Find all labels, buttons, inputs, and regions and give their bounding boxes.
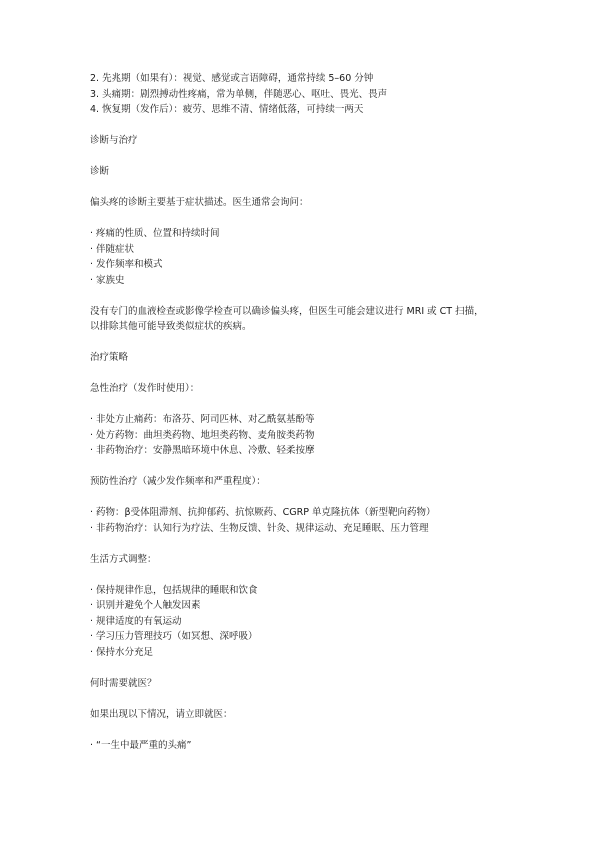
treatment-heading: 治疗策略 <box>90 352 129 363</box>
phase-item: 2. 先兆期（如果有）：视觉、感觉或言语障碍，通常持续 5–60 分钟 <box>90 73 374 84</box>
diagnosis-heading: 诊断 <box>90 166 110 177</box>
diagnosis-intro: 偏头疼的诊断主要基于症状描述。医生通常会询问： <box>90 197 309 208</box>
phase-item: 3. 头痛期：剧烈搏动性疼痛，常为单侧，伴随恶心、呕吐、畏光、畏声 <box>90 88 388 100</box>
list-item: · 规律适度的有氧运动 <box>90 615 182 627</box>
list-item: · 保持水分充足 <box>90 646 154 658</box>
diagnosis-list <box>90 226 530 288</box>
note-line: 没有专门的血液检查或影像学检查可以确诊偏头疼，但医生可能会建议进行 MRI 或 CT 扫描， <box>90 305 484 317</box>
list-item: · 发作频率和模式 <box>90 259 163 270</box>
list-item: · 识别并避免个人触发因素 <box>90 600 201 611</box>
phase-item: 4. 恢复期（发作后）：疲劳、思维不清、情绪低落，可持续一两天 <box>90 104 364 115</box>
list-item: · 非处方止痛药：布洛芬、阿司匹林、对乙酰氨基酚等 <box>90 414 315 425</box>
lifestyle-heading: 生活方式调整： <box>90 553 157 565</box>
list-item: · 非药物治疗：认知行为疗法、生物反馈、针灸、规律运动、充足睡眠、压力管理 <box>90 522 429 534</box>
list-item: · 学习压力管理技巧（如冥想、深呼吸） <box>90 631 258 642</box>
diagnosis-note <box>90 304 530 335</box>
section-heading: 诊断与治疗 <box>90 135 138 146</box>
list-item: · 疼痛的性质、位置和持续时间 <box>90 228 220 239</box>
when-to-see-intro: 如果出现以下情况，请立即就医： <box>90 708 233 720</box>
note-line: 以排除其他可能导致类似症状的疾病。 <box>90 321 252 332</box>
document-page <box>90 71 530 753</box>
list-item: · 伴随症状 <box>90 243 135 255</box>
list-item: · 非药物治疗：安静黑暗环境中休息、冷敷、轻柔按摩 <box>90 445 315 456</box>
list-item: · 家族史 <box>90 274 125 286</box>
acute-treatment-heading: 急性治疗（发作时使用）： <box>90 383 200 394</box>
list-item: · 药物：β受体阻滞剂、抗抑郁药、抗惊厥药、CGRP 单克隆抗体（新型靶向药物） <box>90 507 436 518</box>
list-item: · 处方药物：曲坦类药物、地坦类药物、麦角胺类药物 <box>90 429 315 441</box>
list-item: · 保持规律作息，包括规律的睡眠和饮食 <box>90 584 258 596</box>
phase-list <box>90 71 530 118</box>
when-to-see-heading: 何时需要就医？ <box>90 677 157 689</box>
list-item: · “一生中最严重的头痛” <box>90 739 192 751</box>
lifestyle-list <box>90 583 530 661</box>
when-to-see-list <box>90 738 530 754</box>
preventive-treatment-list <box>90 505 530 536</box>
acute-treatment-list <box>90 412 530 459</box>
preventive-treatment-heading: 预防性治疗（减少发作频率和严重程度）： <box>90 476 266 487</box>
